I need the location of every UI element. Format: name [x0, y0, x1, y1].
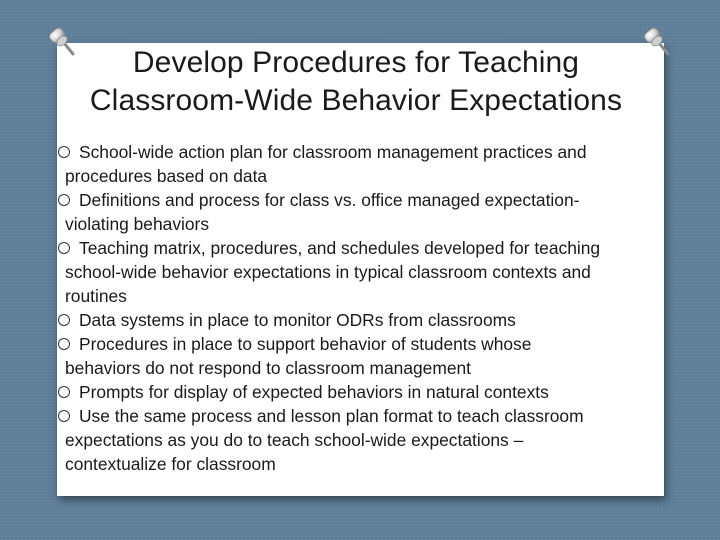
bullet-item: [58, 404, 683, 476]
bullet-text-line: Definitions and process for class vs. office managed expectation-: [79, 190, 580, 210]
bullet-text-line: violating behaviors: [65, 214, 210, 234]
bullet-text-line: School-wide action plan for classroom management practices and: [79, 142, 587, 162]
ring-bullet-icon: [58, 338, 70, 350]
ring-bullet-icon: [58, 242, 70, 254]
bullet-item: [58, 332, 683, 380]
bullet-item: [58, 188, 683, 236]
bullet-item: [58, 140, 683, 188]
slide-title: [36, 44, 676, 120]
bullet-text-line: Teaching matrix, procedures, and schedules developed for teaching: [79, 238, 601, 258]
bullet-text-line: contextualize for classroom: [65, 454, 276, 474]
bullet-text-line: behaviors do not respond to classroom management: [65, 358, 472, 378]
bullet-text-line: school-wide behavior expectations in typical classroom contexts and: [65, 262, 591, 282]
slide-title-line: Develop Procedures for Teaching: [132, 46, 580, 79]
bullet-text-line: Use the same process and lesson plan format to teach classroom: [79, 406, 584, 426]
bullet-text-line: procedures based on data: [65, 166, 268, 186]
bullet-item: [58, 308, 683, 332]
slide-title-line: Classroom-Wide Behavior Expectations: [89, 84, 623, 117]
bullet-text-line: Procedures in place to support behavior of students whose: [79, 334, 532, 354]
bullet-text-line: Data systems in place to monitor ODRs from classrooms: [79, 310, 516, 330]
ring-bullet-icon: [58, 146, 70, 158]
bullet-list: [58, 140, 683, 476]
ring-bullet-icon: [58, 314, 70, 326]
bullet-text-line: routines: [65, 286, 127, 306]
bullet-text-line: expectations as you do to teach school-wide expectations –: [65, 430, 524, 450]
bullet-item: [58, 380, 683, 404]
ring-bullet-icon: [58, 194, 70, 206]
bullet-item: [58, 236, 683, 308]
ring-bullet-icon: [58, 386, 70, 398]
ring-bullet-icon: [58, 410, 70, 422]
bullet-text-line: Prompts for display of expected behaviors in natural contexts: [79, 382, 549, 402]
